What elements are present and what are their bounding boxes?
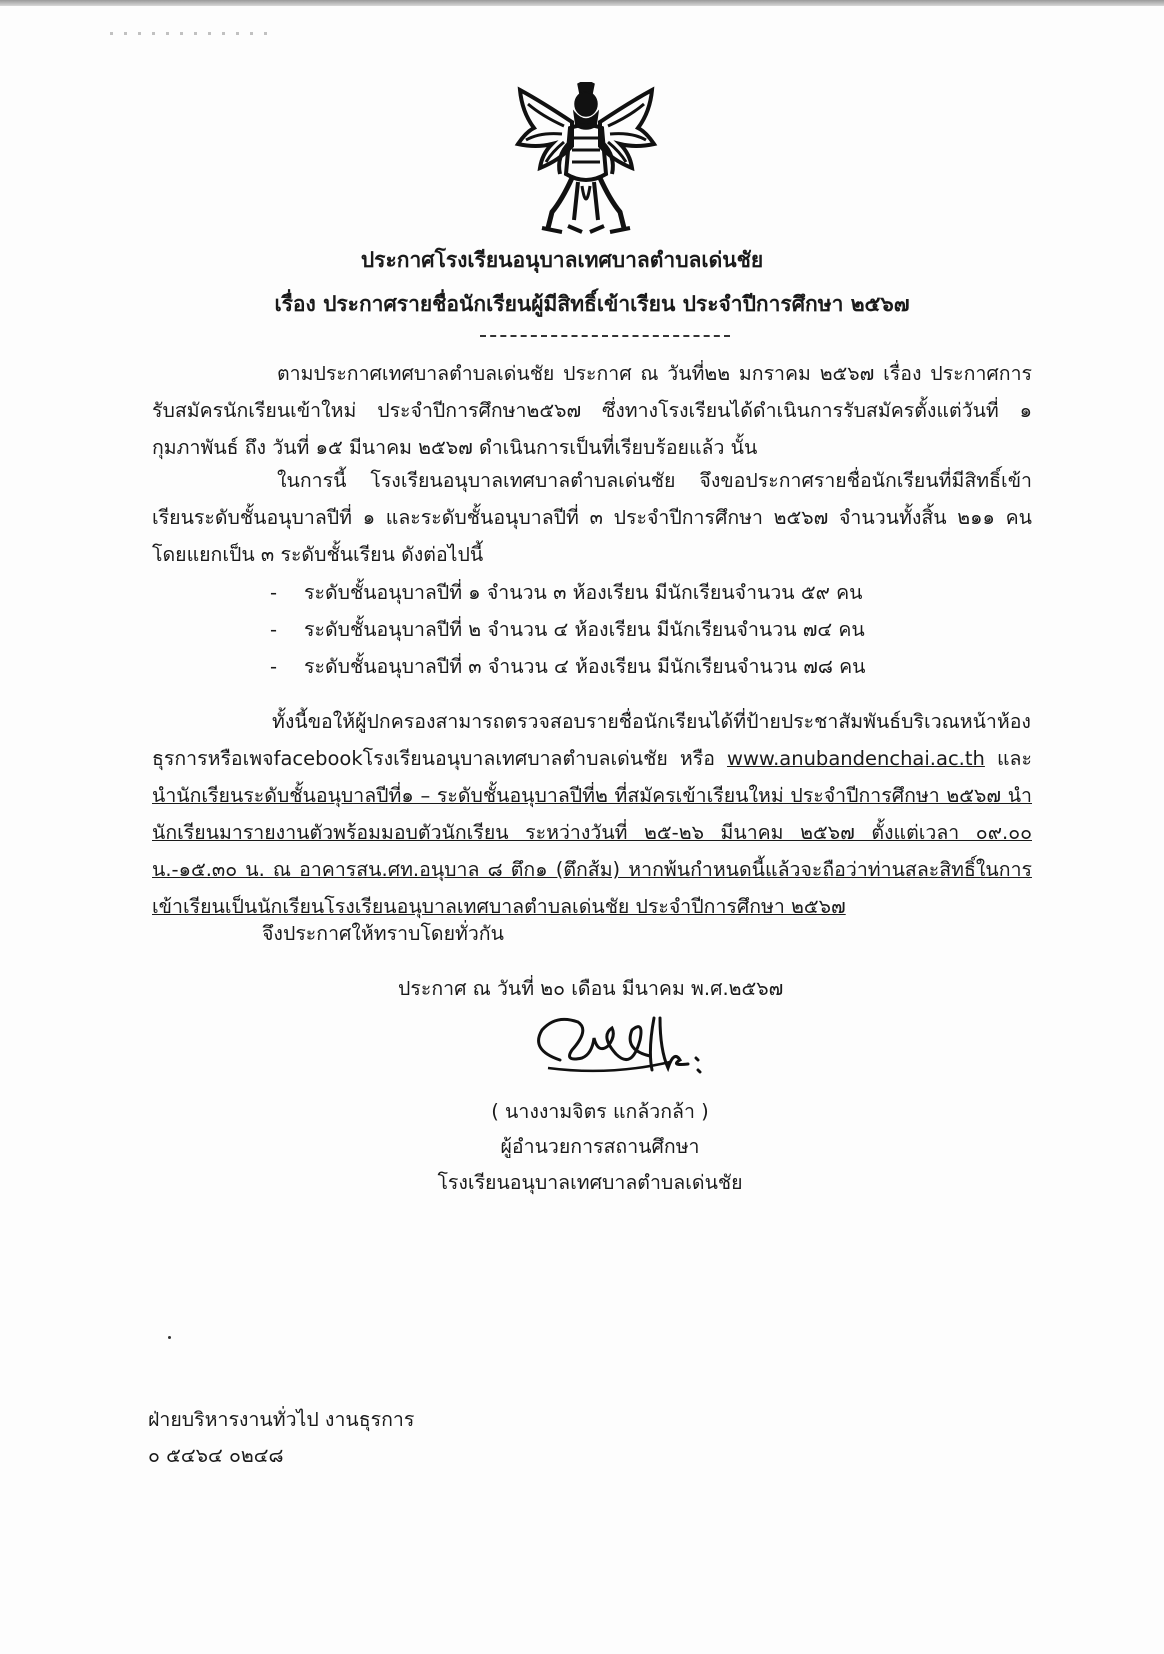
paragraph-announcement: ในการนี้ โรงเรียนอนุบาลเทศบาลตำบลเด่นชัย จึงขอประกาศรายชื่อนักเรียนที่มีสิทธิ์เข้าเรียนระดับชั้นอนุบาลปีที่ ๑ และระดับชั้นอนุบาลปีที่ ๓ ประจำปีการศึกษา ๒๕๖๗ จำนวนทั้งสิ้น ๒๑๑ คน โดยแยกเป็น ๓ ระดับชั้นเรียน ดังต่อไปนี้ xyxy=(152,469,1032,566)
list-item: - ระดับชั้นอนุบาลปีที่ ๒ จำนวน ๔ ห้องเรียน มีนักเรียนจำนวน ๗๔ คน xyxy=(270,611,970,648)
title-divider xyxy=(480,335,730,337)
announcement-subject: เรื่อง ประกาศรายชื่อนักเรียนผู้มีสิทธิ์เข้าเรียน ประจำปีการศึกษา ๒๕๖๗ xyxy=(274,292,910,316)
registration-deadline-text: นำนักเรียนระดับชั้นอนุบาลปีที่๑ – ระดับชั้นอนุบาลปีที่๒ ที่สมัครเข้าเรียนใหม่ ประจำปีการศึกษา ๒๕๖๗ นำนักเรียนมารายงานตัวพร้อมมอบตัวนักเรียน ระหว่างวันที่ ๒๕-๒๖ มีนาคม ๒๕๖๗ ตั้งแต่เวลา ๐๙.๐๐ น.-๑๕.๓๐ น. ณ อาคารสน.ศท.อนุบาล ๘ ตึก๑ (ตึกส้ม) หากพ้นกำหนดนี้แล้วจะถือว่าท่านสละสิทธิ์ในการเข้าเรียนเป็นนักเรียนโรงเรียนอนุบาลเทศบาลตำบลเด่นชัย ประจำปีการศึกษา ๒๕๖๗ xyxy=(152,784,1032,918)
garuda-emblem-icon xyxy=(512,82,660,240)
website-link[interactable]: www.anubandenchai.ac.th xyxy=(727,747,985,770)
closing-line: จึงประกาศให้ทราบโดยทั่วกัน xyxy=(262,922,504,945)
signatory-organization: โรงเรียนอนุบาลเทศบาลตำบลเด่นชัย xyxy=(437,1171,743,1194)
signature-mark xyxy=(520,1010,720,1100)
list-item: - ระดับชั้นอนุบาลปีที่ ๓ จำนวน ๔ ห้องเรียน มีนักเรียนจำนวน ๗๘ คน xyxy=(270,648,970,685)
list-item: - ระดับชั้นอนุบาลปีที่ ๑ จำนวน ๓ ห้องเรียน มีนักเรียนจำนวน ๕๙ คน xyxy=(270,574,970,611)
instructions-connector: และ xyxy=(984,747,1032,770)
signatory-role: ผู้อำนวยการสถานศึกษา xyxy=(500,1135,700,1158)
scan-dot xyxy=(168,1336,171,1339)
scan-edge xyxy=(0,0,1164,6)
signatory-name: ( นางงามจิตร แกล้วกล้า ) xyxy=(491,1100,709,1123)
footer-phone: ๐ ๕๔๖๔ ๐๒๔๘ xyxy=(148,1444,284,1467)
paragraph-background: ตามประกาศเทศบาลตำบลเด่นชัย ประกาศ ณ วันที่๒๒ มกราคม ๒๕๖๗ เรื่อง ประกาศการรับสมัครนักเรียนเข้าใหม่ ประจำปีการศึกษา๒๕๖๗ ซึ่งทางโรงเรียนได้ดำเนินการรับสมัครตั้งแต่วันที่ ๑ กุมภาพันธ์ ถึง วันที่ ๑๕ มีนาคม ๒๕๖๗ ดำเนินการเป็นที่เรียบร้อยแล้ว นั้น xyxy=(152,362,1032,459)
instructions-text: ทั้งนี้ขอให้ผู้ปกครองสามารถตรวจสอบรายชื่อนักเรียนได้ที่ป้ายประชาสัมพันธ์บริเวณหน้าห้องธุรการหรือเพจfacebookโรงเรียนอนุบาลเทศบาลตำบลเด่นชัย หรือ xyxy=(152,710,1031,770)
announcement-date: ประกาศ ณ วันที่ ๒๐ เดือน มีนาคม พ.ศ.๒๕๖๗ xyxy=(398,977,784,1000)
footer-department: ฝ่ายบริหารงานทั่วไป งานธุรการ xyxy=(148,1408,415,1431)
paragraph-instructions xyxy=(152,703,1032,925)
announcement-title: ประกาศโรงเรียนอนุบาลเทศบาลตำบลเด่นชัย xyxy=(360,248,764,272)
level-list xyxy=(270,574,970,685)
scan-speckle xyxy=(110,32,270,35)
